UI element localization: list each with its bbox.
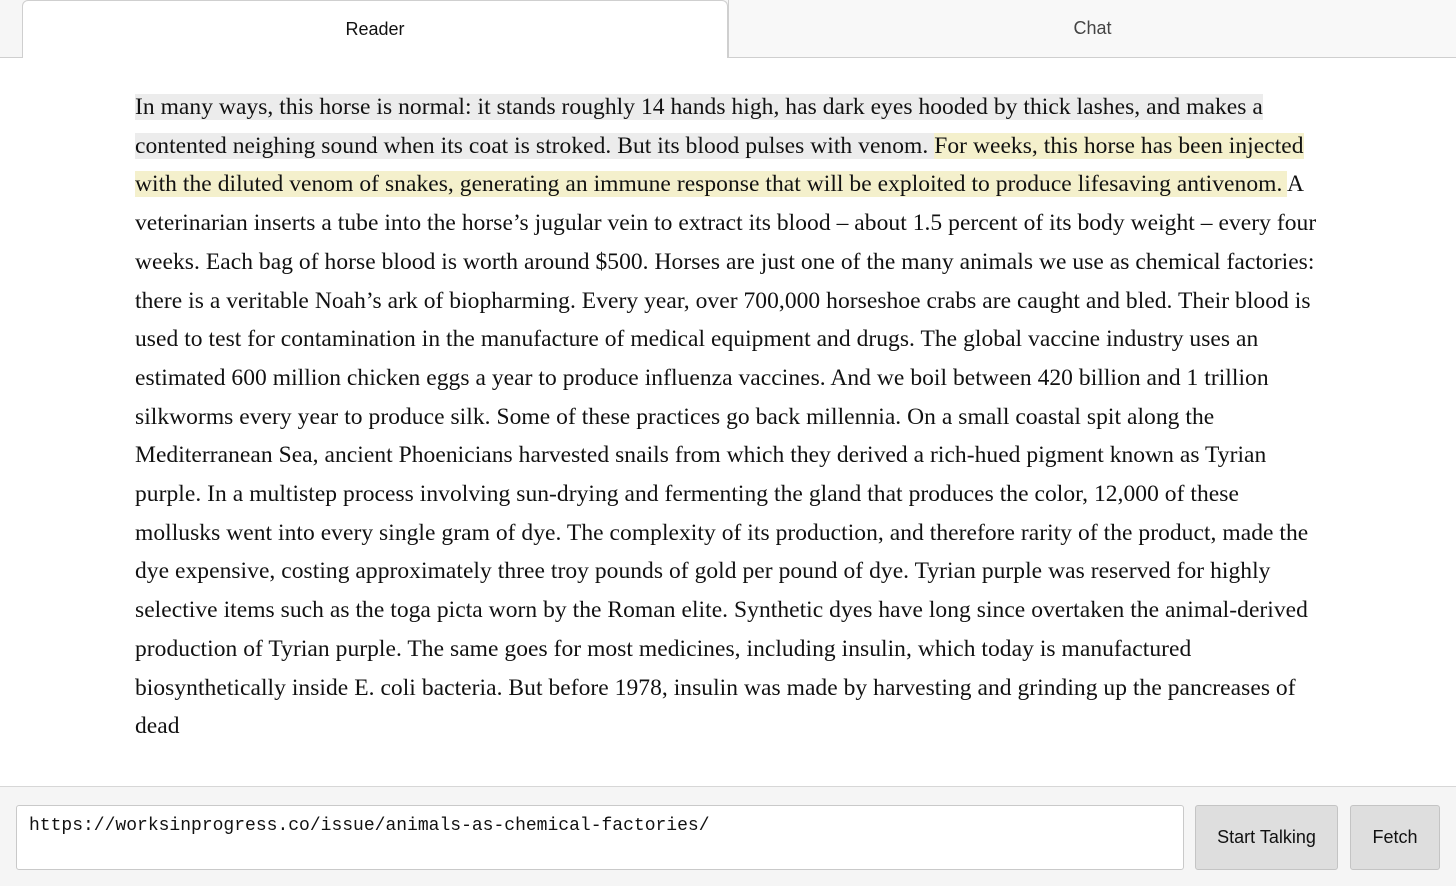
remaining-text: A veterinarian inserts a tube into the horse’s jugular vein to extract its blood – about 1.5 percent of its body weight – every four weeks. Each bag of horse blood is worth around $500. Horses are just one of the many animals we use as chemical factories: there is a veritable Noah’s ark of biopharming. Every year, over 700,000 horseshoe crabs are caught and bled. Their blood is used to test for contamination in the manufacture of medical equipment and drugs. The global vaccine industry uses an estimated 600 million chicken eggs a year to produce influenza vaccines. And we boil between 420 billion and 1 trillion silkworms every year to produce silk. Some of these practices go back millennia. On a small coastal spit along the Mediterranean Sea, ancient Phoenicians harvested snails from which they derived a rich-hued pigment known as Tyrian purple. In a multistep process involving sun-drying and fermenting the gland that produces the color, 12,000 of these mollusks went into every single gram of dye. The complexity of its production, and therefore rarity of the product, made the dye expensive, costing approximately three troy pounds of gold per pound of dye. Tyrian purple was reserved for highly selective items such as the toga picta worn by the Roman elite. Synthetic dyes have long since overtaken the animal-derived production of Tyrian purple. The same goes for most medicines, including insulin, which today is manufactured biosynthetically inside E. coli bacteria. But before 1978, insulin was made by harvesting and grinding up the pancreases of dead (135, 171, 1317, 740)
tab-bar (0, 0, 1456, 58)
tab-chat[interactable]: Chat (728, 0, 1456, 57)
article-text (135, 88, 1327, 746)
url-input[interactable] (16, 805, 1184, 870)
tab-reader[interactable]: Reader (22, 0, 728, 58)
reader-panel[interactable] (0, 58, 1456, 786)
current-sentence-highlight: For weeks, this horse has been injected with the diluted venom of snakes, generating an immune response that will be exploited to produce lifesaving antivenom. (135, 132, 1304, 198)
fetch-button[interactable]: Fetch (1350, 805, 1440, 870)
spoken-text-highlight: In many ways, this horse is normal: it stands roughly 14 hands high, has dark eyes hooded by thick lashes, and makes a contented neighing sound when its coat is stroked. But its blood pulses with venom. (135, 94, 1263, 159)
control-bar (0, 786, 1456, 886)
start-talking-button[interactable]: Start Talking (1195, 805, 1338, 870)
